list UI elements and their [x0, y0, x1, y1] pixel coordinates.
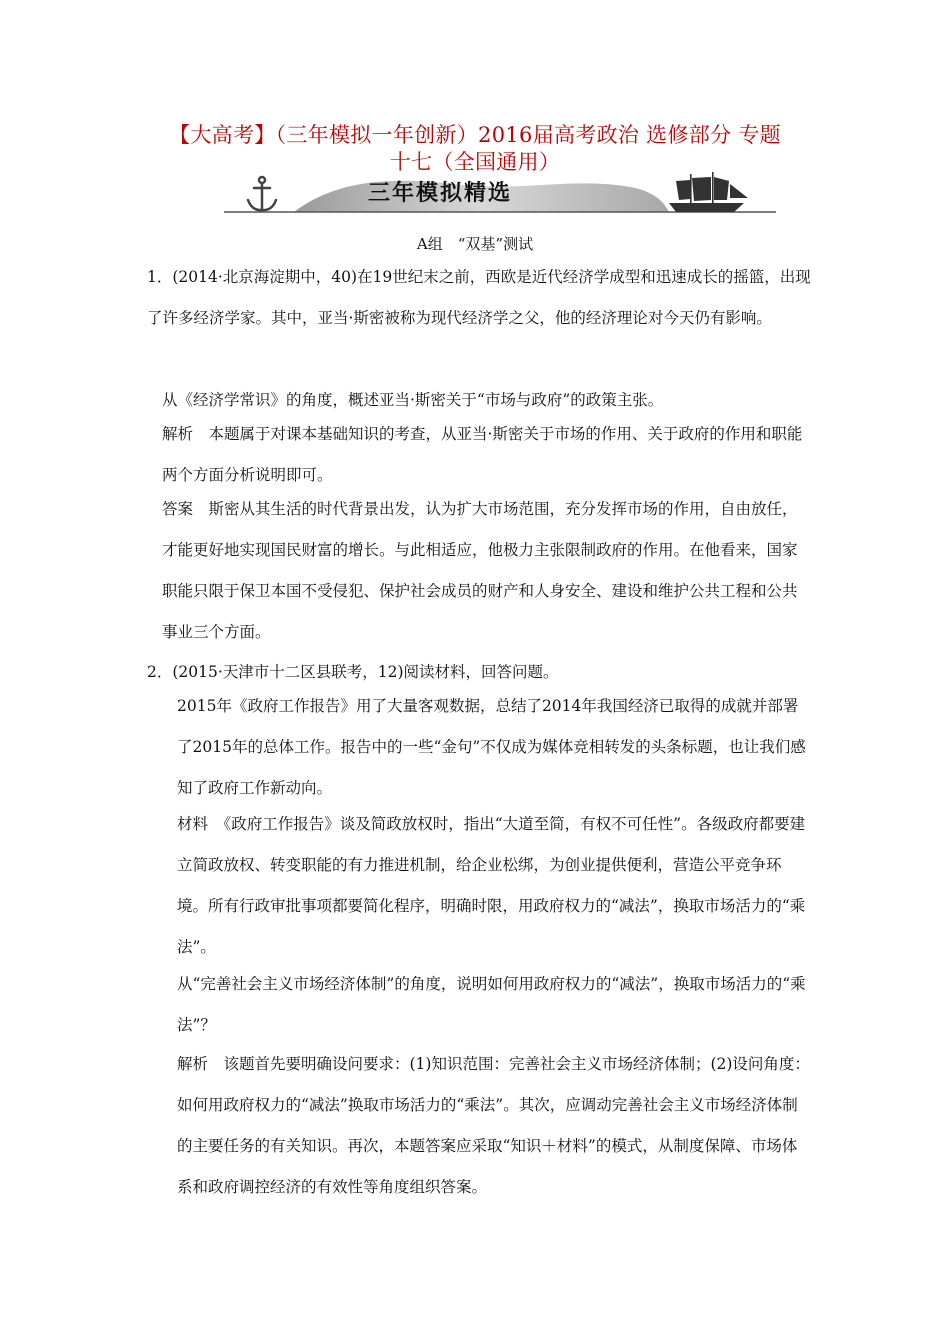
question-1-prompt: 从《经济学常识》的角度，概述亚当·斯密关于“市场与政府”的政策主张。	[162, 391, 664, 409]
question-1-stem: 1．(2014·北京海淀期中，40)在19世纪末之前，西欧是近代经济学成型和迅速成长的摇篮，出现了许多经济学家。其中，亚当·斯密被称为现代经济学之父，他的经济理论对今天仍有影响。	[147, 268, 811, 327]
question-2-material: 材料 《政府工作报告》谈及简政放权时，指出“大道至简，有权不可任性”。各级政府都要建立简政放权、转变职能的有力推进机制，给企业松绑，为创业提供便利，营造公平竞争环境。所有行政审批事项都要简化程序，明确时限，用政府权力的“减法”，换取市场活力的“乘法”。	[177, 815, 806, 956]
banner-title: 三年模拟精选	[368, 181, 513, 206]
sailing-ship-icon	[669, 172, 748, 212]
title-line-2: 十七（全国通用）	[389, 150, 561, 174]
question-2-analysis: 解析 该题首先要明确设问要求：(1)知识范围：完善社会主义市场经济体制；(2)设问角度：如何用政府权力的“减法”换取市场活力的“乘法”。其次，应调动完善社会主义市场经济体制的主要任务的有关知识。再次，本题答案应采取“知识＋材料”的模式，从制度保障、市场体系和政府调控经济的有效性等角度组织答案。	[177, 1055, 810, 1196]
document-title	[150, 122, 800, 176]
anchor-icon	[248, 177, 276, 210]
question-2-intro: 2015年《政府工作报告》用了大量客观数据，总结了2014年我国经济已取得的成就并部署了2015年的总体工作。报告中的一些“金句”不仅成为媒体竞相转发的头条标题，也让我们感知了政府工作新动向。	[177, 697, 806, 797]
question-2-stem: 2．(2015·天津市十二区县联考，12)阅读材料，回答问题。	[147, 663, 559, 681]
question-1-answer: 答案 斯密从其生活的时代背景出发，认为扩大市场范围，充分发挥市场的作用，自由放任，才能更好地实现国民财富的增长。与此相适应，他极力主张限制政府的作用。在他看来，国家职能只限于保卫本国不受侵犯、保护社会成员的财产和人身安全、建设和维护公共工程和公共事业三个方面。	[162, 500, 798, 641]
question-2-prompt: 从“完善社会主义市场经济体制”的角度，说明如何用政府权力的“减法”，换取市场活力的“乘法”？	[177, 975, 806, 1034]
section-heading: A组 “双基”测试	[416, 235, 534, 253]
question-1-analysis: 解析 本题属于对课本基础知识的考查，从亚当·斯密关于市场的作用、关于政府的作用和职能两个方面分析说明即可。	[162, 425, 803, 484]
title-line-1: 【大高考】（三年模拟一年创新）2016届高考政治 选修部分 专题	[169, 123, 781, 147]
